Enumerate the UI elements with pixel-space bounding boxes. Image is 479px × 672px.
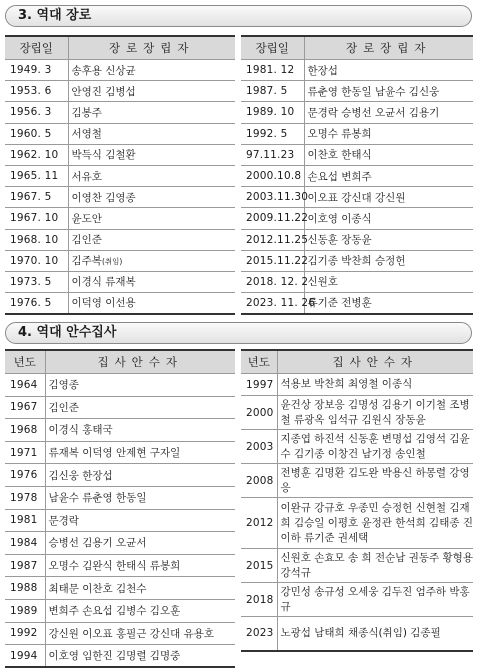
names: 서유호: [71, 170, 102, 183]
names-cell: [68, 165, 235, 186]
ordination-year: 1984: [5, 532, 45, 555]
names-cell: [68, 229, 235, 250]
ordination-date: 2003.11.30: [241, 187, 304, 208]
names-cell: [68, 293, 235, 314]
ordination-year: 2012: [241, 498, 277, 549]
ordination-year: 1976: [5, 464, 45, 487]
names: 김인준: [48, 401, 79, 414]
inauguration-note: (취임): [101, 257, 123, 267]
ordination-date: 1970. 10: [5, 250, 68, 271]
names: 김영종: [48, 379, 79, 392]
names-cell: [68, 60, 235, 81]
ordination-year: 1988: [5, 577, 45, 600]
names-cell: [304, 229, 473, 250]
table-row: [5, 441, 235, 464]
names: 이경식 홍태국: [48, 424, 113, 437]
names: 강신원 이오표 홍필근 강신대 유용호: [48, 627, 214, 640]
names-cell: [68, 271, 235, 292]
names-cell: [45, 509, 235, 532]
names-cell: [277, 374, 473, 396]
column-header-year: 년도: [241, 350, 277, 374]
names-cell: [45, 577, 235, 600]
names: 오명수 류봉희: [307, 128, 372, 141]
names: 김신웅 한장섭: [48, 469, 113, 482]
names: 이호영 이종식: [307, 212, 372, 225]
table-row: [241, 60, 473, 81]
names-cell: [45, 599, 235, 622]
table-row: [241, 271, 473, 292]
table-row: [5, 599, 235, 622]
ordination-year: 1978: [5, 486, 45, 509]
names: 이호영 임한진 김명렬 김명중: [48, 650, 181, 663]
table-row: [241, 250, 473, 271]
names: 안영진 김병섭: [71, 85, 136, 98]
names-cell: [304, 123, 473, 144]
names: 윤건상 장보응 김명성 김용기 이기철 조병철 류광옥 임석규 김원식 장동윤: [280, 398, 470, 426]
table-row: [5, 486, 235, 509]
names-cell: [277, 583, 473, 617]
names-cell: [68, 187, 235, 208]
table-row: [241, 229, 473, 250]
table-row: [5, 144, 235, 165]
table-row: [241, 583, 473, 617]
names-cell: [304, 250, 473, 271]
names: 남윤수 류춘영 한동일: [48, 492, 147, 505]
section-title-elders: 3. 역대 장로: [5, 5, 472, 27]
elders-table-left: [5, 35, 235, 315]
names-cell: [304, 187, 473, 208]
table-row: [241, 549, 473, 583]
ordination-date: 97.11.23: [241, 144, 304, 165]
table-row: [241, 374, 473, 396]
ordination-date: 1953. 6: [5, 81, 68, 102]
ordination-date: 1968. 10: [5, 229, 68, 250]
table-row: [5, 374, 235, 397]
table-row: [241, 464, 473, 498]
names-cell: [45, 622, 235, 645]
table-row: [241, 430, 473, 464]
ordination-year: 1964: [5, 374, 45, 397]
names: 이완규 강규호 우종민 승정헌 신현철 김재희 김승일 이평호 윤정관 한석희 김태종 진이하 류기준 권세택: [280, 501, 473, 544]
ordination-year: 1987: [5, 554, 45, 577]
ordination-date: 1981. 12: [241, 60, 304, 81]
ordination-date: 1976. 5: [5, 293, 68, 314]
names-cell: [45, 532, 235, 555]
names: 손요섭 변희주: [307, 170, 372, 183]
ordination-year: 2000: [241, 396, 277, 430]
ordination-year: 2023: [241, 617, 277, 651]
names: 윤도안: [71, 212, 102, 225]
column-header-date: 장립일: [241, 36, 304, 60]
elders-table-right: [241, 35, 473, 315]
names: 류기준 전병훈: [307, 297, 372, 310]
ordination-date: 2015.11.22: [241, 250, 304, 271]
table-row: [5, 622, 235, 645]
names: 신동훈 장동윤: [307, 234, 372, 247]
ordination-year: 1997: [241, 374, 277, 396]
table-row: [5, 577, 235, 600]
table-row: [241, 396, 473, 430]
ordination-year: 1994: [5, 645, 45, 668]
names: 강민성 송규성 오세웅 김두진 엄주하 박홍규: [280, 585, 470, 613]
table-row: [5, 165, 235, 186]
names: 송후용 신상균: [71, 64, 136, 77]
table-row: [5, 102, 235, 123]
names-cell: [304, 271, 473, 292]
section-title-deacons: 4. 역대 안수집사: [5, 322, 472, 344]
table-row: [5, 464, 235, 487]
names-cell: [304, 81, 473, 102]
names: 오명수 김완식 한태식 류봉희: [48, 560, 181, 573]
table-row: [5, 293, 235, 314]
names: 김기종 박찬희 승정헌: [307, 255, 406, 268]
ordination-year: 2018: [241, 583, 277, 617]
names: 전병훈 김명환 김도완 박용신 하몽렬 강영응: [280, 466, 470, 494]
names-cell: [45, 419, 235, 442]
names-cell: [304, 293, 473, 314]
ordination-date: 2009.11.22: [241, 208, 304, 229]
ordination-date: 2018. 12. 2: [241, 271, 304, 292]
table-row: [241, 208, 473, 229]
names: 신원호: [307, 276, 338, 289]
names-cell: [45, 645, 235, 668]
names-cell: [45, 554, 235, 577]
names-cell: [277, 549, 473, 583]
column-header-names: 장로장립자: [68, 36, 235, 60]
names-cell: [45, 486, 235, 509]
names-cell: [277, 430, 473, 464]
names: 승병선 김용기 오균서: [48, 537, 147, 550]
names: 김주복: [71, 255, 102, 268]
table-row: [5, 554, 235, 577]
names: 김인준: [71, 234, 102, 247]
table-row: [241, 123, 473, 144]
names-cell: [304, 102, 473, 123]
names: 서영철: [71, 128, 102, 141]
ordination-date: 1956. 3: [5, 102, 68, 123]
names-cell: [277, 396, 473, 430]
ordination-date: 1949. 3: [5, 60, 68, 81]
table-row: [241, 293, 473, 314]
column-header-names: 집사안수자: [45, 350, 235, 374]
names-cell: [45, 374, 235, 397]
names: 박득식 김철환: [71, 149, 136, 162]
table-row: [5, 419, 235, 442]
column-header-date: 장립일: [5, 36, 68, 60]
names-cell: [68, 144, 235, 165]
table-row: [241, 81, 473, 102]
names: 이찬호 한태식: [307, 149, 372, 162]
table-row: [5, 509, 235, 532]
names: 변희주 손요섭 김병수 김오훈: [48, 605, 181, 618]
table-row: [5, 60, 235, 81]
table-row: [5, 645, 235, 668]
table-row: [241, 617, 473, 651]
names: 류춘영 한동일 남윤수 김신웅: [307, 85, 440, 98]
table-row: [241, 102, 473, 123]
names: 이오표 강신대 강신원: [307, 191, 406, 204]
ordination-year: 1967: [5, 396, 45, 419]
names: 문경락: [48, 514, 79, 527]
names-cell: [45, 441, 235, 464]
table-row: [241, 165, 473, 186]
names: 김봉주: [71, 106, 102, 119]
table-row: [5, 187, 235, 208]
names: 신원호 손효모 송 희 전순남 권동주 황형용 강석규: [280, 551, 473, 579]
names: 석용보 박찬희 최영철 이종식: [280, 378, 413, 390]
deacons-table-left: [5, 349, 235, 668]
ordination-date: 2023. 11. 26: [241, 293, 304, 314]
names-cell: [45, 396, 235, 419]
names-cell: [45, 464, 235, 487]
column-header-names: 집사안수자: [277, 350, 473, 374]
names: 문경락 승병선 오균서 김용기: [307, 106, 440, 119]
names: 최태문 이찬호 김천수: [48, 582, 147, 595]
names-cell: [304, 144, 473, 165]
names-cell: [304, 208, 473, 229]
names: 이덕영 이선용: [71, 297, 136, 310]
ordination-year: 1989: [5, 599, 45, 622]
table-row: [5, 396, 235, 419]
names-cell: [68, 250, 235, 271]
table-row: [5, 271, 235, 292]
names-cell: [304, 165, 473, 186]
table-row: [5, 532, 235, 555]
deacons-table-right: [241, 349, 473, 652]
ordination-date: 1960. 5: [5, 123, 68, 144]
names-cell: [277, 617, 473, 651]
table-row: [241, 144, 473, 165]
ordination-date: 1967. 10: [5, 208, 68, 229]
ordination-date: 1967. 5: [5, 187, 68, 208]
table-row: [241, 498, 473, 549]
ordination-date: 1962. 10: [5, 144, 68, 165]
ordination-date: 2012.11.25: [241, 229, 304, 250]
ordination-year: 1981: [5, 509, 45, 532]
table-row: [5, 81, 235, 102]
column-header-names: 장로장립자: [304, 36, 473, 60]
names: 지종엽 하진석 신동훈 변명섭 김영석 김윤수 김기종 이창건 남기정 송인철: [280, 432, 470, 460]
names-cell: [277, 498, 473, 549]
ordination-year: 2008: [241, 464, 277, 498]
names-cell: [304, 60, 473, 81]
ordination-date: 1987. 5: [241, 81, 304, 102]
names-cell: [68, 102, 235, 123]
names-cell: [68, 123, 235, 144]
names-cell: [68, 208, 235, 229]
table-row: [5, 208, 235, 229]
ordination-date: 1992. 5: [241, 123, 304, 144]
ordination-year: 1992: [5, 622, 45, 645]
ordination-date: 1965. 11: [5, 165, 68, 186]
table-row: [5, 229, 235, 250]
names-cell: [277, 464, 473, 498]
table-row: [5, 250, 235, 271]
names-cell: [68, 81, 235, 102]
table-row: [5, 123, 235, 144]
ordination-year: 1971: [5, 441, 45, 464]
column-header-year: 년도: [5, 350, 45, 374]
ordination-year: 1968: [5, 419, 45, 442]
names: 류재복 이덕영 안제현 구자일: [48, 447, 181, 460]
ordination-date: 1989. 10: [241, 102, 304, 123]
ordination-year: 2003: [241, 430, 277, 464]
names: 한장섭: [307, 64, 338, 77]
ordination-year: 2015: [241, 549, 277, 583]
ordination-date: 2000.10.8: [241, 165, 304, 186]
names: 노광섭 남태희 채종식(취임) 김종필: [280, 626, 441, 639]
names: 이경식 류재복: [71, 276, 136, 289]
ordination-date: 1973. 5: [5, 271, 68, 292]
table-row: [241, 187, 473, 208]
names: 이영찬 김영종: [71, 191, 136, 204]
